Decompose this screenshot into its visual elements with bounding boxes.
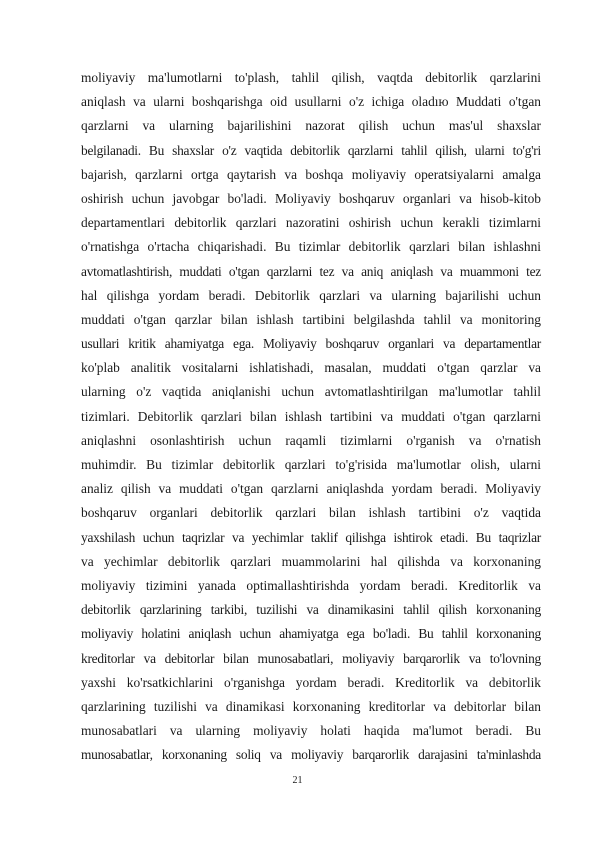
text-line: moliyaviy ma'lumotlarni to'plash, tahlil qilish, vaqtda debitorlik qarzlarini	[81, 70, 541, 85]
text-line: oshirish uchun javobgar bo'ladi. Moliyaviy boshqaruv organlari va hisob-kitob	[81, 190, 541, 206]
text-line: aniqlash va ularni boshqarishga oid usullarni o'z ichiga oladıю Muddati o'tgan	[81, 94, 541, 110]
text-line: moliyaviy tizimini yanada optimallashtirishda yordam beradi. Kreditorlik va	[81, 577, 541, 593]
text-line: departamentlari debitorlik qarzlari nazoratini oshirish uchun kerakli tizimlarni	[81, 215, 541, 231]
text-line: belgilanadi. Bu shaxslar o'z vaqtida debitorlik qarzlarni tahlil qilish, ularni to'g'ri	[81, 142, 541, 158]
text-line: munosabatlar, korxonaning soliq va moliyaviy barqarorlik darajasini ta'minlashda	[81, 747, 541, 763]
text-line: debitorlik qarzlarining tarkibi, tuzilishi va dinamikasini tahlil qilish korxonaning	[81, 602, 541, 618]
body-paragraph	[81, 66, 541, 767]
text-line: yaxshilash uchun taqrizlar va yechimlar taklif qilishga ishtirok etadi. Bu taqrizlar	[81, 529, 541, 545]
text-line: qarzlarining tuzilishi va dinamikasi korxonaning kreditorlar va debitorlar bilan	[81, 698, 541, 714]
text-line: hal qilishga yordam beradi. Debitorlik qarzlari va ularning bajarilishi uchun	[81, 287, 541, 303]
text-line: ko'plab analitik vositalarni ishlatishadi, masalan, muddati o'tgan qarzlar va	[81, 360, 541, 376]
text-line: ularning o'z vaqtida aniqlanishi uchun avtomatlashtirilgan ma'lumotlar tahlil	[81, 384, 541, 400]
text-line: qarzlarni va ularning bajarilishini nazorat qilish uchun mas'ul shaxslar	[81, 118, 541, 134]
text-line: munosabatlari va ularning moliyaviy holati haqida ma'lumot beradi. Bu	[81, 723, 541, 739]
text-line: avtomatlashtirish, muddati o'tgan qarzlarni tez va aniq aniqlash va muammoni tez	[81, 263, 541, 279]
text-line: moliyaviy holatini aniqlash uchun ahamiyatga ega bo'ladi. Bu tahlil korxonaning	[81, 626, 541, 642]
text-line: boshqaruv organlari debitorlik qarzlari bilan ishlash tartibini o'z vaqtida	[81, 505, 541, 521]
text-line: muddati o'tgan qarzlar bilan ishlash tartibini belgilashda tahlil va monitoring	[81, 311, 541, 327]
text-line: usullari kritik ahamiyatga ega. Moliyaviy boshqaruv organlari va departamentlar	[81, 336, 541, 352]
text-line: bajarish, qarzlarni ortga qaytarish va boshqa moliyaviy operatsiyalarni amalga	[81, 166, 541, 182]
text-line: aniqlashni osonlashtirish uchun raqamli tizimlarni o'rganish va o'rnatish	[81, 432, 541, 448]
text-line: va yechimlar debitorlik qarzlari muammolarini hal qilishda va korxonaning	[81, 553, 541, 569]
text-line: o'rnatishga o'rtacha chiqarishadi. Bu tizimlar debitorlik qarzlari bilan ishlashni	[81, 239, 541, 255]
text-line: kreditorlar va debitorlar bilan munosabatlari, moliyaviy barqarorlik va to'lovning	[81, 650, 541, 666]
page-number: 21	[292, 775, 303, 786]
text-line: muhimdir. Bu tizimlar debitorlik qarzlari to'g'risida ma'lumotlar olish, ularni	[81, 457, 541, 472]
text-line: analiz qilish va muddati o'tgan qarzlarni aniqlashda yordam beradi. Moliyaviy	[81, 481, 541, 497]
text-line: yaxshi ko'rsatkichlarini o'rganishga yordam beradi. Kreditorlik va debitorlik	[81, 674, 541, 690]
text-line: tizimlari. Debitorlik qarzlari bilan ishlash tartibini va muddati o'tgan qarzlarni	[81, 408, 541, 424]
